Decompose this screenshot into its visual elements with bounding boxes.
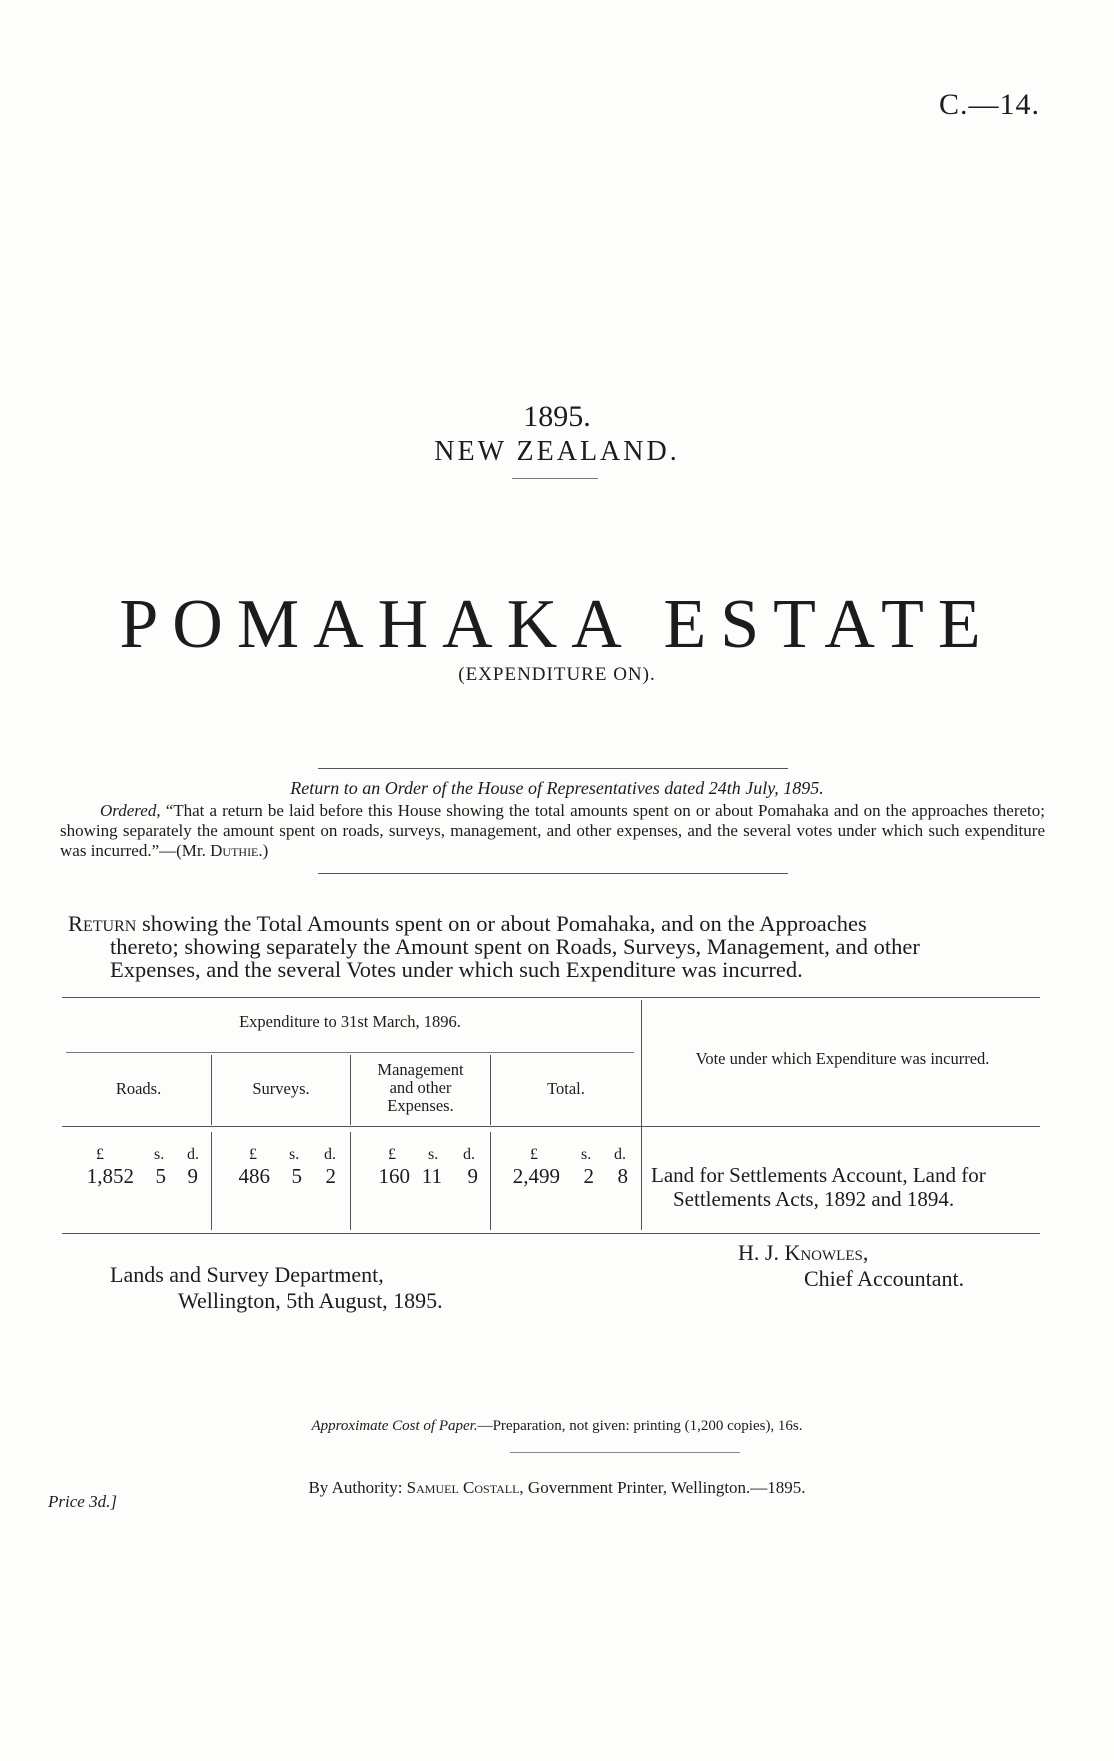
col-header-total: Total. xyxy=(547,1079,585,1098)
return-line-2: thereto; showing separately the Amount spent on Roads, Surveys, Management, and other xyxy=(110,934,920,959)
signatory-initials: H. J. xyxy=(738,1240,779,1265)
authority-prefix: By Authority: xyxy=(308,1478,403,1497)
signatory-title: Chief Accountant. xyxy=(804,1266,965,1291)
group-header: Expenditure to 31st March, 1896. xyxy=(239,1012,461,1031)
signatory-surname: Knowles, xyxy=(784,1240,869,1265)
printer-name: Samuel Costall, xyxy=(406,1478,524,1497)
vote-line-2: Settlements Acts, 1892 and 1894. xyxy=(673,1187,955,1211)
group-header-rule xyxy=(66,1052,634,1053)
total-pounds-unit: £ xyxy=(530,1146,538,1163)
signature-block xyxy=(738,1240,964,1292)
signatory-name xyxy=(738,1240,964,1266)
country-heading: NEW ZEALAND. xyxy=(434,436,680,467)
cost-text: —Preparation, not given: printing (1,200 copies), 16s. xyxy=(477,1418,803,1434)
management-pence: 9 xyxy=(467,1164,478,1188)
return-line-1: showing the Total Amounts spent on or about Pomahaka, and on the Approaches xyxy=(141,911,867,936)
member-close: .) xyxy=(258,841,269,860)
management-pounds: 160 xyxy=(378,1164,410,1188)
return-line-3: Expenses, and the several Votes under which such Expenditure was incurred. xyxy=(110,957,803,982)
total-shillings: 2 xyxy=(583,1164,594,1188)
colophon-divider xyxy=(510,1452,740,1453)
department-name: Lands and Survey Department, xyxy=(110,1262,384,1287)
management-pence-unit: d. xyxy=(463,1146,475,1163)
order-top-divider xyxy=(318,768,788,769)
col-header-management xyxy=(351,1061,490,1115)
department-block xyxy=(110,1262,443,1314)
roads-pence-unit: d. xyxy=(187,1146,199,1163)
vote-column-divider xyxy=(641,1000,642,1230)
management-divider-body xyxy=(350,1132,351,1230)
document-title: POMAHAKA ESTATE xyxy=(119,586,995,663)
member-name: Duthie xyxy=(210,841,259,860)
return-first-word: Return xyxy=(68,911,137,936)
table-bottom-rule xyxy=(62,1233,1040,1234)
col-header-roads: Roads. xyxy=(115,1079,162,1098)
total-pence: 8 xyxy=(617,1164,628,1188)
table-top-rule xyxy=(62,997,1040,998)
publication-year: 1895. xyxy=(523,400,591,433)
management-shillings-unit: s. xyxy=(428,1146,439,1163)
col-header-management-line-3: Expenses. xyxy=(387,1096,454,1115)
col-header-vote: Vote under which Expenditure was incurred. xyxy=(695,1049,990,1068)
price: Price 3d.] xyxy=(48,1492,117,1511)
cost-of-paper xyxy=(0,1418,1114,1435)
order-text xyxy=(60,801,1045,861)
total-divider-body xyxy=(490,1132,491,1230)
header-bottom-rule xyxy=(62,1126,1040,1127)
document-subtitle: (EXPENDITURE ON). xyxy=(458,664,656,685)
ordered-quote: “That a return be laid before this House showing the total amounts spent on or about Pomahaka and on the approaches thereto; showing separately the amount spent on roads, surveys, management, and other expenses, and the several votes under which such expenditure was incurred.”—(Mr. xyxy=(60,801,1045,860)
order-bottom-divider xyxy=(318,873,788,874)
roads-pounds-unit: £ xyxy=(96,1146,104,1163)
surveys-divider-body xyxy=(211,1132,212,1230)
vote-line-1: Land for Settlements Account, Land for xyxy=(651,1163,986,1187)
surveys-pence-unit: d. xyxy=(324,1146,336,1163)
col-header-management-line-2: and other xyxy=(389,1078,452,1097)
order-reference: Return to an Order of the House of Representatives dated 24th July, 1895. xyxy=(290,778,824,798)
roads-pence: 9 xyxy=(187,1164,198,1188)
col-header-management-line-1: Management xyxy=(377,1060,464,1079)
col-header-surveys: Surveys. xyxy=(252,1079,310,1098)
surveys-pounds: 486 xyxy=(238,1164,270,1188)
ordered-label: Ordered, xyxy=(100,801,161,820)
management-pounds-unit: £ xyxy=(388,1146,396,1163)
printer-authority xyxy=(0,1478,1114,1498)
surveys-pounds-unit: £ xyxy=(249,1146,257,1163)
country-divider xyxy=(512,478,598,479)
department-date: Wellington, 5th August, 1895. xyxy=(178,1288,443,1313)
total-pounds: 2,499 xyxy=(512,1164,560,1188)
surveys-pence: 2 xyxy=(325,1164,336,1188)
roads-pounds: 1,852 xyxy=(86,1164,134,1188)
roads-shillings: 5 xyxy=(155,1164,166,1188)
return-heading xyxy=(68,912,1048,981)
authority-suffix: Government Printer, Wellington.—1895. xyxy=(527,1478,806,1497)
total-pence-unit: d. xyxy=(614,1146,626,1163)
surveys-shillings: 5 xyxy=(291,1164,302,1188)
cost-label: Approximate Cost of Paper. xyxy=(311,1418,478,1434)
roads-shillings-unit: s. xyxy=(154,1146,165,1163)
management-shillings: 11 xyxy=(421,1164,442,1188)
surveys-shillings-unit: s. xyxy=(289,1146,300,1163)
document-reference: C.—14. xyxy=(938,88,1040,121)
total-shillings-unit: s. xyxy=(581,1146,592,1163)
